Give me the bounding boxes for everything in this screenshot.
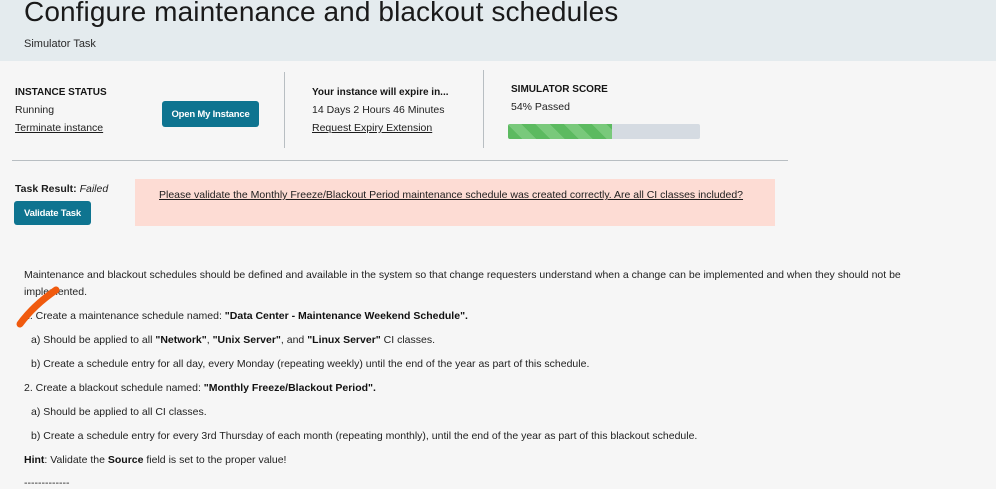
separator: , — [206, 334, 213, 346]
page-subtitle: Simulator Task — [24, 38, 96, 50]
step2-b: b) Create a schedule entry for every 3rd Thursday of each month (repeating monthly), until the end of the year as part of this blackout schedule. — [31, 430, 698, 442]
step1-a — [31, 334, 435, 346]
terminate-instance-link[interactable]: Terminate instance — [15, 122, 104, 134]
score-progress-fill — [508, 124, 612, 139]
step1 — [24, 310, 468, 322]
step1-b: b) Create a schedule entry for all day, every Monday (repeating weekly) until the end of the year as part of this schedule. — [31, 358, 590, 370]
step1-schedule-name: "Data Center - Maintenance Weekend Schedule". — [224, 310, 468, 322]
step1-a-suffix: CI classes. — [380, 334, 436, 346]
task-result-value: Failed — [79, 183, 109, 195]
validation-alert — [135, 179, 775, 226]
divider-vertical — [483, 70, 484, 148]
score-progress-bar — [508, 124, 700, 139]
intro-text-line1: Maintenance and blackout schedules should be defined and available in the system so that change requesters understand when a change can be implemented and when they should not be — [24, 269, 901, 281]
hint-field: Source — [107, 454, 144, 466]
instance-status-label: INSTANCE STATUS — [15, 87, 107, 98]
simulator-score-label: SIMULATOR SCORE — [511, 84, 608, 95]
ci-class-unix-server: "Unix Server" — [212, 334, 281, 346]
step2-a: a) Should be applied to all CI classes. — [31, 406, 207, 418]
hint — [24, 454, 286, 466]
ci-class-linux-server: "Linux Server" — [307, 334, 381, 346]
validate-task-button[interactable]: Validate Task — [14, 201, 91, 225]
ci-class-network: "Network" — [155, 334, 207, 346]
separator-dashes: ------------- — [24, 477, 70, 489]
task-result — [15, 183, 108, 195]
divider-horizontal — [12, 160, 788, 161]
request-expiry-extension-link[interactable]: Request Expiry Extension — [312, 122, 433, 134]
step2-schedule-name: "Monthly Freeze/Blackout Period". — [203, 382, 376, 394]
expiry-remaining: 14 Days 2 Hours 46 Minutes — [312, 104, 445, 116]
simulator-score-text: 54% Passed — [511, 101, 570, 113]
intro-text-line2: implemented. — [24, 286, 88, 298]
page-title: Configure maintenance and blackout schedules — [24, 0, 619, 27]
step2-prefix: 2. Create a blackout schedule named: — [24, 382, 204, 394]
expiry-label: Your instance will expire in... — [312, 87, 449, 98]
step1-prefix: 1. Create a maintenance schedule named: — [24, 310, 225, 322]
task-result-label: Task Result: — [15, 183, 77, 195]
page-header — [0, 0, 996, 61]
open-my-instance-button[interactable]: Open My Instance — [162, 101, 259, 127]
divider-vertical — [284, 72, 285, 148]
step2 — [24, 382, 376, 394]
hint-label: Hint — [24, 454, 45, 466]
hint-text: : Validate the — [44, 454, 108, 466]
step1-a-prefix: a) Should be applied to all — [31, 334, 156, 346]
hint-text: field is set to the proper value! — [143, 454, 287, 466]
instance-status-value: Running — [15, 104, 55, 116]
separator: , and — [280, 334, 308, 346]
alert-message-link[interactable]: Please validate the Monthly Freeze/Blackout Period maintenance schedule was created correctly. Are all CI classes included? — [159, 189, 744, 201]
